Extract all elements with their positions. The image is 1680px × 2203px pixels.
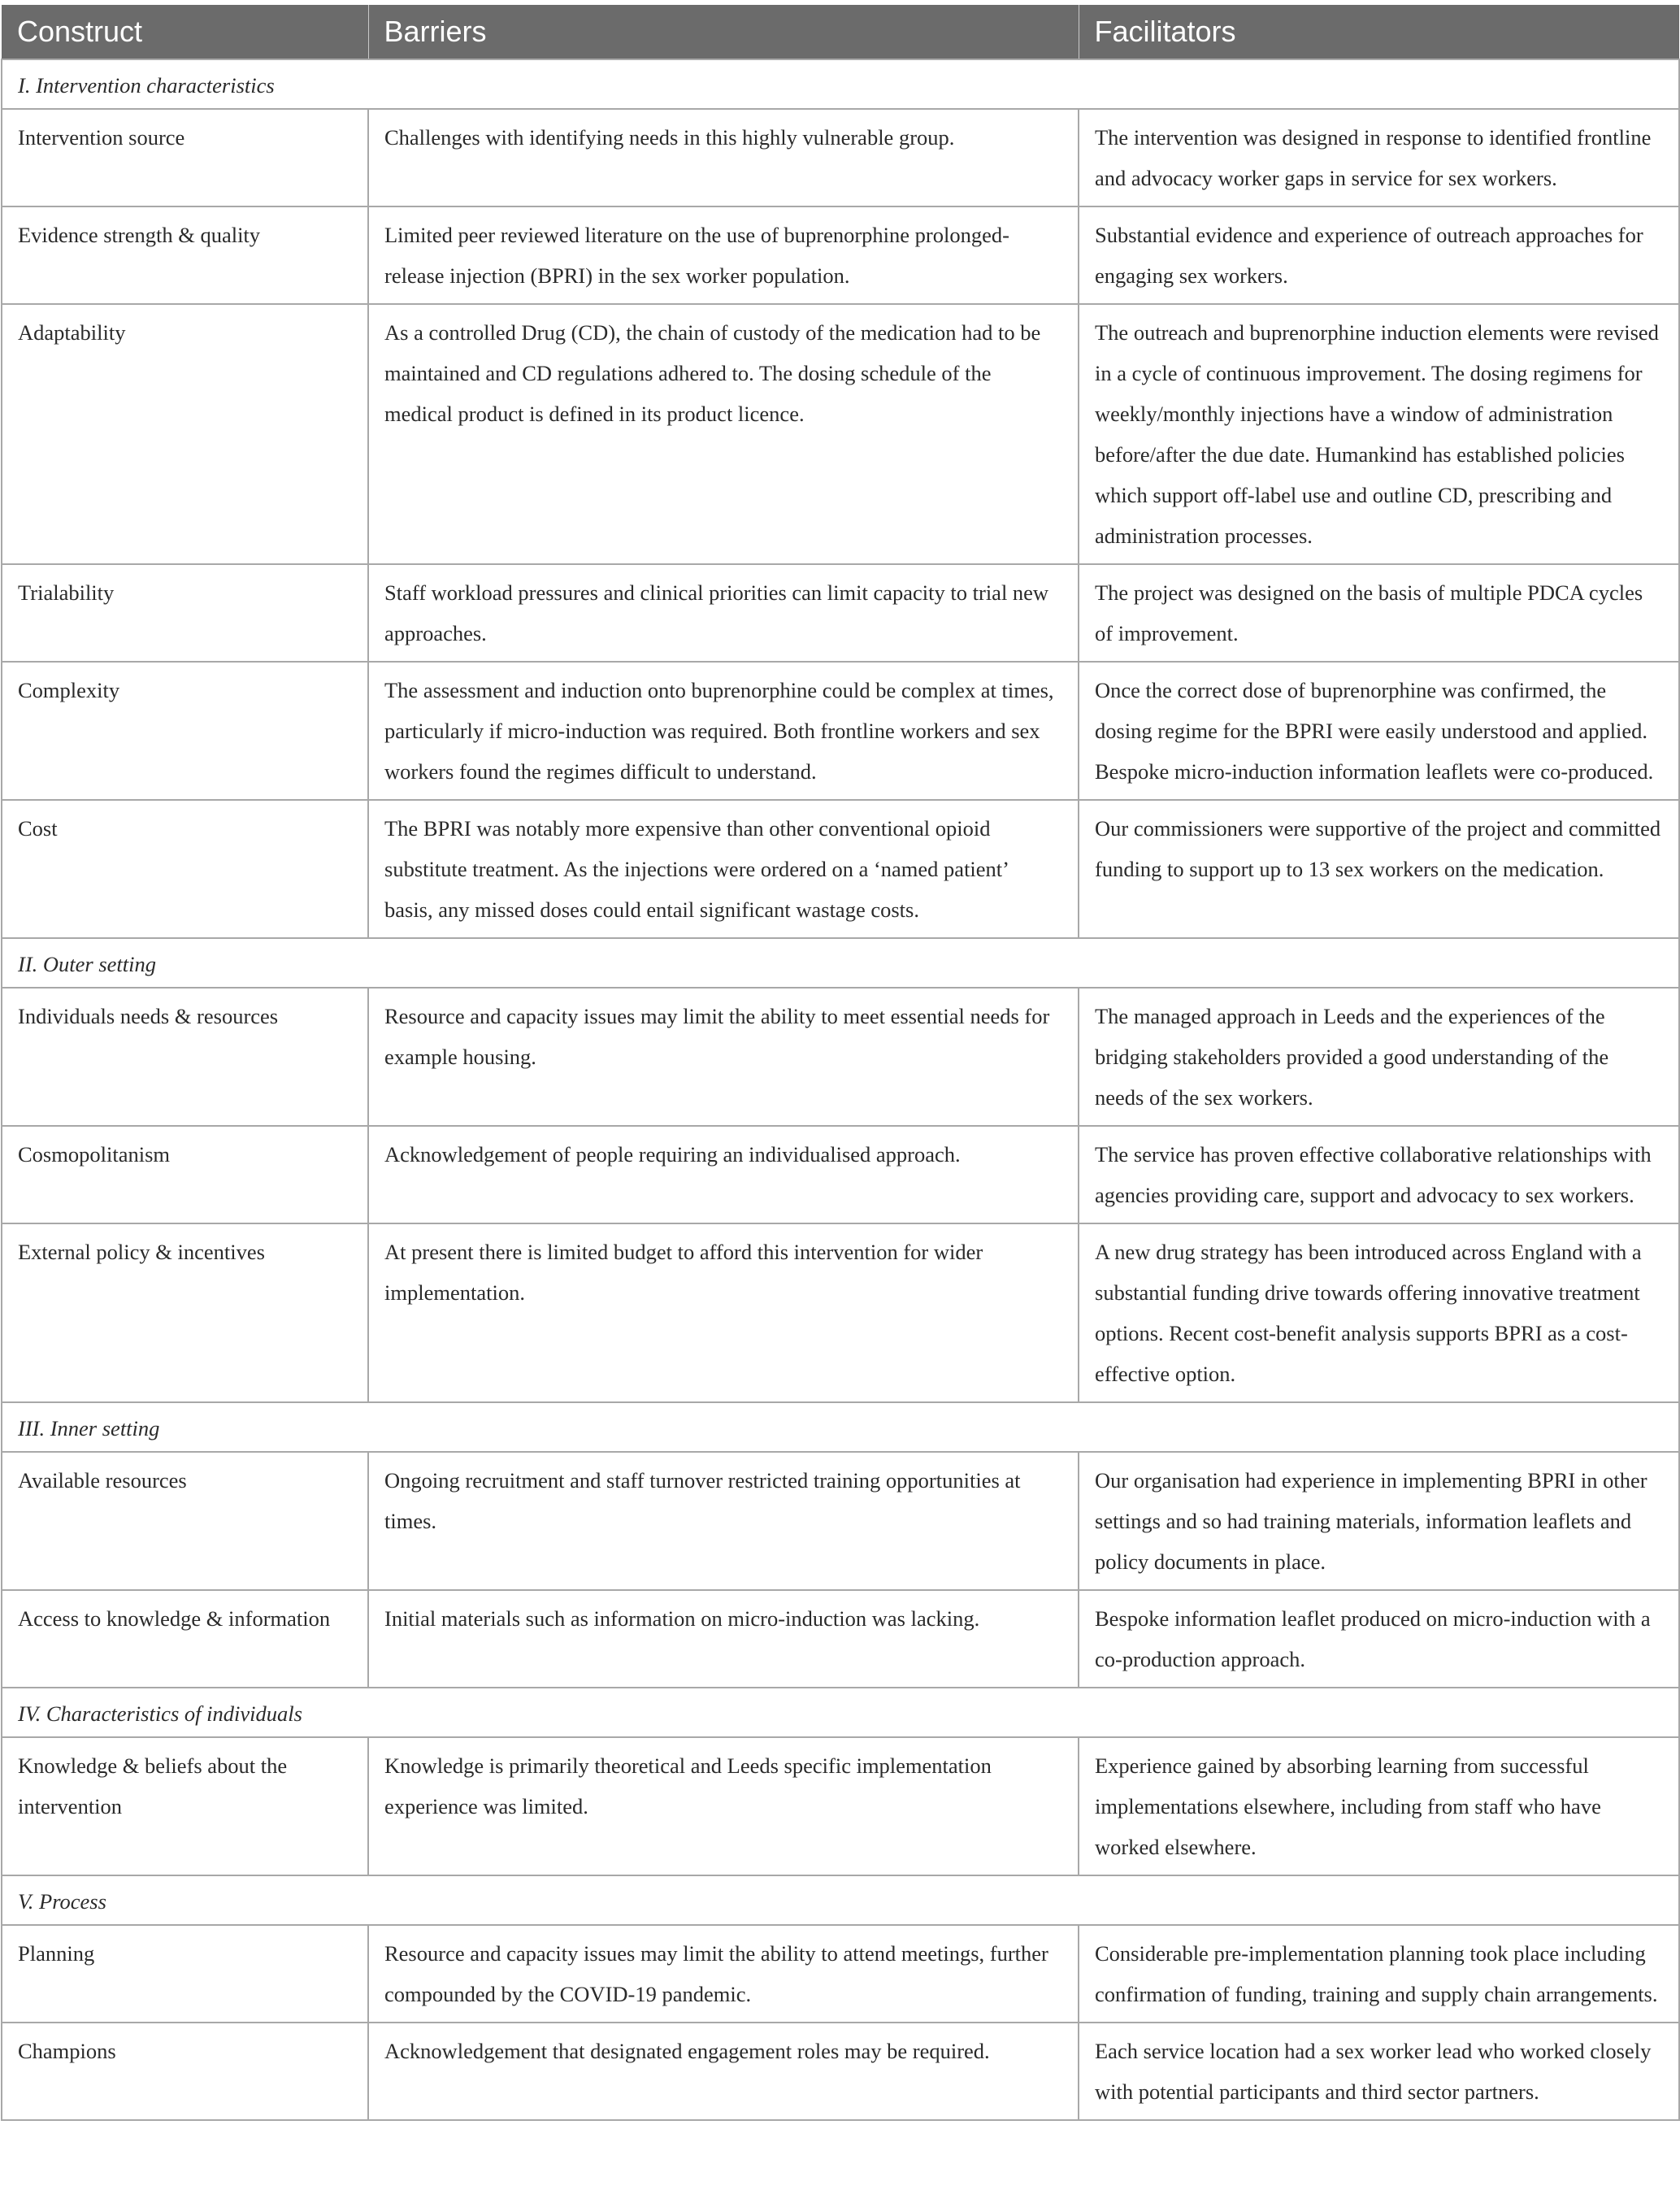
- construct-cell: Knowledge & beliefs about the intervention: [2, 1737, 368, 1875]
- construct-cell: Intervention source: [2, 109, 368, 206]
- barriers-cell: As a controlled Drug (CD), the chain of custody of the medication had to be maintained and CD regulations adhered to. The dosing schedule of the medical product is defined in its product licence.: [368, 304, 1079, 564]
- facilitators-cell: A new drug strategy has been introduced across England with a substantial funding drive towards offering innovative treatment options. Recent cost-benefit analysis supports BPRI as a cost-effective option.: [1079, 1223, 1679, 1402]
- construct-cell: Access to knowledge & information: [2, 1590, 368, 1688]
- facilitators-cell: Bespoke information leaflet produced on micro-induction with a co-production approach.: [1079, 1590, 1679, 1688]
- table-row: [2, 800, 1679, 938]
- section-row: [2, 938, 1679, 988]
- section-title: I. Intervention characteristics: [2, 59, 1679, 109]
- cfir-table: [1, 5, 1680, 2121]
- table-row: [2, 1126, 1679, 1223]
- table-row: [2, 2023, 1679, 2120]
- facilitators-cell: The intervention was designed in response to identified frontline and advocacy worker gaps in service for sex workers.: [1079, 109, 1679, 206]
- construct-cell: Individuals needs & resources: [2, 988, 368, 1126]
- table-row: [2, 1223, 1679, 1402]
- barriers-cell: Initial materials such as information on micro-induction was lacking.: [368, 1590, 1079, 1688]
- facilitators-cell: Considerable pre-implementation planning took place including confirmation of funding, training and supply chain arrangements.: [1079, 1925, 1679, 2023]
- table-row: [2, 564, 1679, 662]
- facilitators-cell: The service has proven effective collaborative relationships with agencies providing care, support and advocacy to sex workers.: [1079, 1126, 1679, 1223]
- facilitators-cell: Each service location had a sex worker lead who worked closely with potential participants and third sector partners.: [1079, 2023, 1679, 2120]
- facilitators-cell: Our commissioners were supportive of the project and committed funding to support up to 13 sex workers on the medication.: [1079, 800, 1679, 938]
- header-facilitators: Facilitators: [1079, 5, 1679, 59]
- construct-cell: Evidence strength & quality: [2, 206, 368, 304]
- table-row: [2, 304, 1679, 564]
- facilitators-cell: Our organisation had experience in implementing BPRI in other settings and so had training materials, information leaflets and policy documents in place.: [1079, 1452, 1679, 1590]
- facilitators-cell: The outreach and buprenorphine induction elements were revised in a cycle of continuous improvement. The dosing regimens for weekly/monthly injections have a window of administration before/after the due date. Humankind has established policies which support off-label use and outline CD, prescribing and administration processes.: [1079, 304, 1679, 564]
- barriers-cell: Staff workload pressures and clinical priorities can limit capacity to trial new approaches.: [368, 564, 1079, 662]
- facilitators-cell: Once the correct dose of buprenorphine was confirmed, the dosing regime for the BPRI were easily understood and applied. Bespoke micro-induction information leaflets were co-produced.: [1079, 662, 1679, 800]
- section-row: [2, 1402, 1679, 1452]
- barriers-cell: Resource and capacity issues may limit the ability to attend meetings, further compounded by the COVID-19 pandemic.: [368, 1925, 1079, 2023]
- facilitators-cell: The managed approach in Leeds and the experiences of the bridging stakeholders provided a good understanding of the needs of the sex workers.: [1079, 988, 1679, 1126]
- table-row: [2, 988, 1679, 1126]
- barriers-cell: The BPRI was notably more expensive than other conventional opioid substitute treatment. As the injections were ordered on a ‘named patient’ basis, any missed doses could entail significant wastage costs.: [368, 800, 1079, 938]
- table-row: [2, 1737, 1679, 1875]
- table-row: [2, 206, 1679, 304]
- section-title: IV. Characteristics of individuals: [2, 1688, 1679, 1737]
- barriers-cell: Acknowledgement of people requiring an individualised approach.: [368, 1126, 1079, 1223]
- barriers-cell: At present there is limited budget to afford this intervention for wider implementation.: [368, 1223, 1079, 1402]
- section-title: III. Inner setting: [2, 1402, 1679, 1452]
- construct-cell: External policy & incentives: [2, 1223, 368, 1402]
- barriers-cell: Challenges with identifying needs in this highly vulnerable group.: [368, 109, 1079, 206]
- table-row: [2, 1925, 1679, 2023]
- header-row: [2, 5, 1679, 59]
- construct-cell: Adaptability: [2, 304, 368, 564]
- barriers-cell: Limited peer reviewed literature on the use of buprenorphine prolonged-release injection (BPRI) in the sex worker population.: [368, 206, 1079, 304]
- construct-cell: Champions: [2, 2023, 368, 2120]
- construct-cell: Available resources: [2, 1452, 368, 1590]
- construct-cell: Planning: [2, 1925, 368, 2023]
- construct-cell: Complexity: [2, 662, 368, 800]
- header-construct: Construct: [2, 5, 368, 59]
- section-row: [2, 59, 1679, 109]
- facilitators-cell: Substantial evidence and experience of outreach approaches for engaging sex workers.: [1079, 206, 1679, 304]
- table-row: [2, 1452, 1679, 1590]
- table-row: [2, 109, 1679, 206]
- table-row: [2, 1590, 1679, 1688]
- facilitators-cell: Experience gained by absorbing learning from successful implementations elsewhere, including from staff who have worked elsewhere.: [1079, 1737, 1679, 1875]
- construct-cell: Trialability: [2, 564, 368, 662]
- table-row: [2, 662, 1679, 800]
- barriers-cell: Ongoing recruitment and staff turnover restricted training opportunities at times.: [368, 1452, 1079, 1590]
- header-barriers: Barriers: [368, 5, 1079, 59]
- facilitators-cell: The project was designed on the basis of multiple PDCA cycles of improvement.: [1079, 564, 1679, 662]
- section-row: [2, 1688, 1679, 1737]
- barriers-cell: The assessment and induction onto buprenorphine could be complex at times, particularly if micro-induction was required. Both frontline workers and sex workers found the regimes difficult to understand.: [368, 662, 1079, 800]
- section-title: II. Outer setting: [2, 938, 1679, 988]
- construct-cell: Cost: [2, 800, 368, 938]
- section-row: [2, 1875, 1679, 1925]
- section-title: V. Process: [2, 1875, 1679, 1925]
- barriers-cell: Knowledge is primarily theoretical and Leeds specific implementation experience was limited.: [368, 1737, 1079, 1875]
- barriers-cell: Resource and capacity issues may limit the ability to meet essential needs for example housing.: [368, 988, 1079, 1126]
- construct-cell: Cosmopolitanism: [2, 1126, 368, 1223]
- barriers-cell: Acknowledgement that designated engagement roles may be required.: [368, 2023, 1079, 2120]
